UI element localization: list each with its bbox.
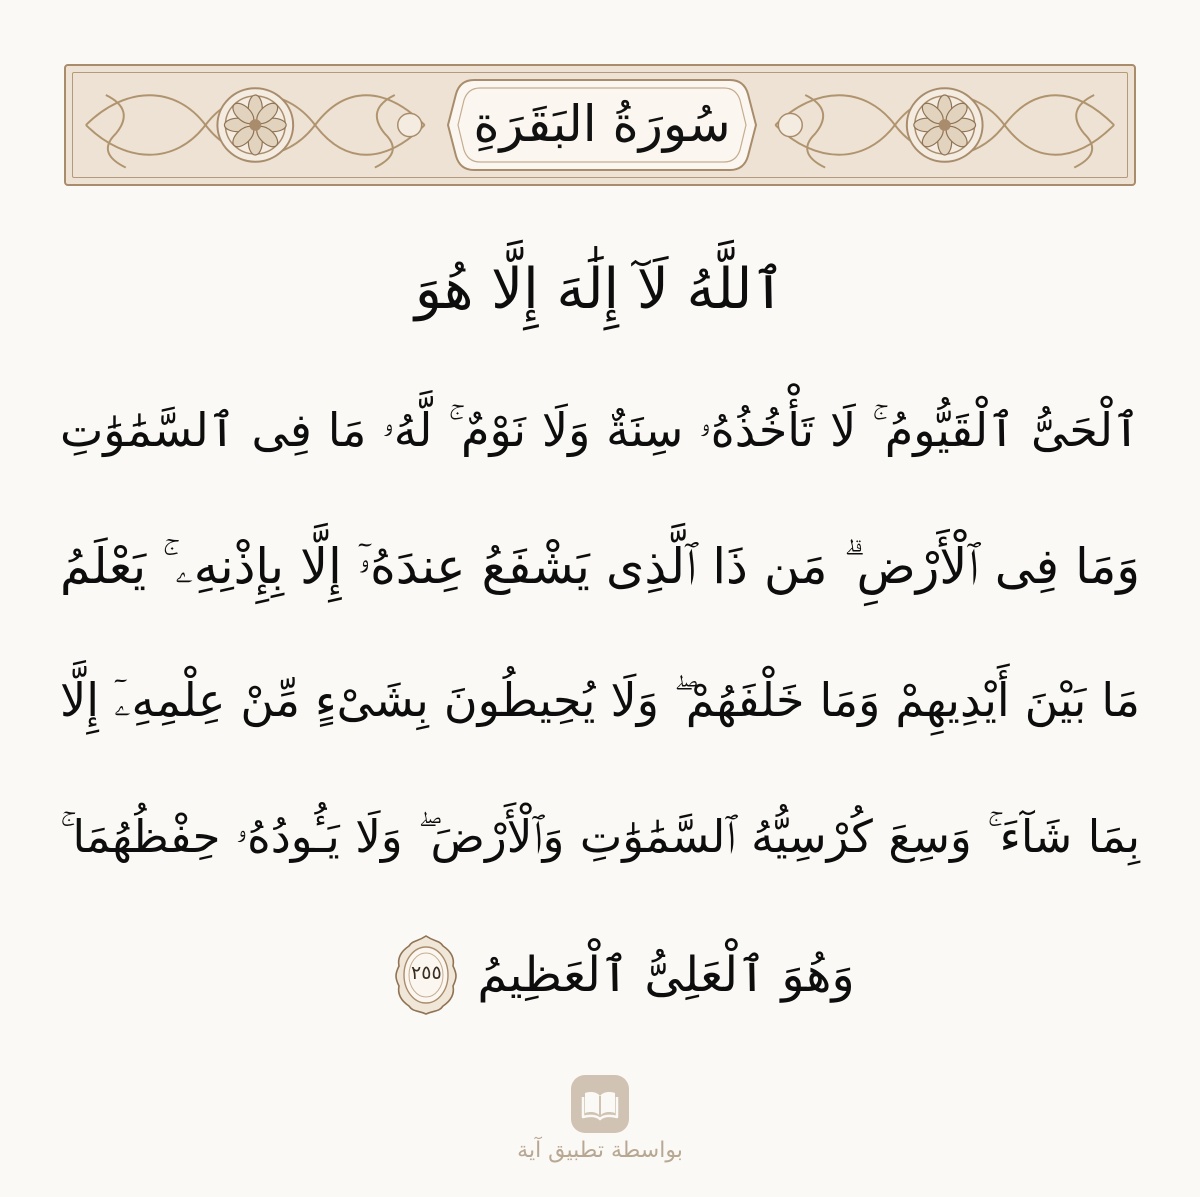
verse-line-3: وَمَا فِى ٱلْأَرْضِ ۗ مَن ذَا ٱلَّذِى يَشْفَعُ عِندَهُۥٓ إِلَّا بِإِذْنِهِۦ ۚ يَعْلَمُ — [60, 538, 1140, 595]
open-book-icon — [571, 1075, 629, 1133]
verse-line-6 — [390, 930, 860, 1020]
verse-line-5: بِمَا شَآءَ ۚ وَسِعَ كُرْسِيُّهُ ٱلسَّمَٰوَٰتِ وَٱلْأَرْضَ ۖ وَلَا يَـُٔودُهُۥ حِفْظُهُمَا ۚ — [60, 810, 1140, 863]
ayah-number-marker — [395, 934, 457, 1016]
verse-line-4: مَا بَيْنَ أَيْدِيهِمْ وَمَا خَلْفَهُمْ ۖ وَلَا يُحِيطُونَ بِشَىْءٍ مِّنْ عِلْمِهِۦٓ إِلَّا — [60, 673, 1140, 727]
verse-line-2: ٱلْحَىُّ ٱلْقَيُّومُ ۚ لَا تَأْخُذُهُۥ سِنَةٌ وَلَا نَوْمٌ ۚ لَّهُۥ مَا فِى ٱلسَّمَٰوَٰتِ — [60, 403, 1140, 457]
surah-header-frame — [64, 64, 1136, 186]
app-attribution: بواسطة تطبيق آية — [517, 1138, 683, 1163]
surah-title: سُورَةُ البَقَرَةِ — [473, 95, 731, 153]
app-logo — [571, 1075, 629, 1133]
ayah-number: ٢٥٥ — [411, 962, 442, 984]
verse-line-6-text: وَهُوَ ٱلْعَلِىُّ ٱلْعَظِيمُ — [477, 947, 855, 1003]
surah-title-cartouche — [444, 76, 760, 174]
verse-line-1: ٱللَّهُ لَآ إِلَٰهَ إِلَّا هُوَ — [414, 257, 786, 322]
